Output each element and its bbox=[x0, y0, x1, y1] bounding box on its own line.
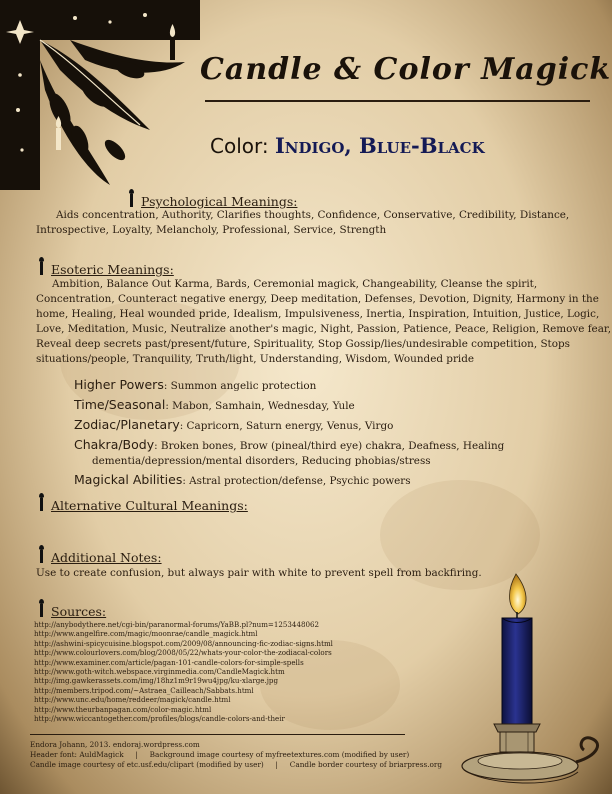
alternative-heading: Alternative Cultural Meanings: bbox=[40, 498, 248, 513]
candle-holder-illustration-icon bbox=[458, 566, 608, 791]
section-candle-icon bbox=[40, 262, 43, 275]
source-link[interactable]: http://www.angelfire.com/magic/moonrae/candle_magick.html bbox=[34, 629, 258, 639]
section-candle-icon bbox=[40, 498, 43, 511]
section-candle-icon bbox=[130, 194, 133, 207]
section-candle-icon bbox=[40, 550, 43, 563]
source-link[interactable]: http://www.unc.edu/home/reddeer/magick/candle.html bbox=[34, 695, 231, 705]
source-link[interactable]: http://ashwini-spicycuisine.blogspot.com/2009/08/announcing-fic-zodiac-signs.html bbox=[34, 638, 333, 648]
source-link[interactable]: http://anybodythere.net/cgi-bin/paranormal-forums/YaBB.pl?num=1253448062 bbox=[34, 620, 320, 629]
psychological-text: Aids concentration, Authority, Clarifies thoughts, Confidence, Conservative, Credibility, Distance, Introspective, Loyalty, Melancholy, Professional, Service, Strength bbox=[36, 209, 570, 236]
notes-text: Use to create confusion, but always pair with white to prevent spell from backfiring. bbox=[36, 567, 482, 579]
source-link[interactable]: http://www.colourlovers.com/blog/2008/05/22/whats-your-color-the-zodiacal-colors bbox=[34, 648, 332, 658]
color-label: Color: bbox=[210, 134, 269, 158]
source-link[interactable]: http://img.gawkerassets.com/img/18hz1m9r19wu4jpg/ku-xlarge.jpg bbox=[34, 676, 279, 686]
source-link[interactable]: http://www.examiner.com/article/pagan-101-candle-colors-for-simple-spells bbox=[34, 657, 304, 667]
source-link[interactable]: http://www.wiccantogether.com/profiles/blogs/candle-colors-and-their bbox=[34, 714, 285, 724]
psychological-heading: Psychological Meanings: bbox=[130, 194, 297, 209]
higher-powers-row: Higher Powers: Summon angelic protection bbox=[74, 377, 317, 392]
color-value: Indigo, Blue-Black bbox=[274, 133, 485, 158]
correspondences-list bbox=[74, 377, 594, 492]
sources-list bbox=[34, 620, 454, 723]
time-seasonal-row: Time/Seasonal: Mabon, Samhain, Wednesday, Yule bbox=[74, 397, 355, 412]
chakra-body-row: Chakra/Body: Broken bones, Brow (pineal/third eye) chakra, Deafness, Healing dementia/depression/mental disorders, Reducing phobias/stress bbox=[74, 437, 505, 467]
page-title: Candle & Color Magick bbox=[200, 52, 612, 87]
esoteric-heading: Esoteric Meanings: bbox=[40, 262, 174, 277]
title-divider bbox=[205, 100, 590, 102]
source-link[interactable]: http://members.tripod.com/~Astraea_Cailleach/Sabbats.html bbox=[34, 685, 254, 695]
sources-heading: Sources: bbox=[40, 604, 106, 619]
color-heading bbox=[210, 133, 485, 158]
footer-divider bbox=[30, 734, 405, 735]
zodiac-planetary-row: Zodiac/Planetary: Capricorn, Saturn energy, Venus, Virgo bbox=[74, 417, 394, 432]
magickal-abilities-row: Magickal Abilities: Astral protection/defense, Psychic powers bbox=[74, 472, 411, 487]
section-candle-icon bbox=[40, 604, 43, 617]
footer-credits: Endora Johann, 2013. endoraj.wordpress.com Header font: AuldMagick | Background image courtesy of myfreetextures.com (modified by user) Candle image courtesy of etc.usf.edu/clipart (modified by user) | Candle border courtesy of briarpress.org bbox=[30, 740, 443, 769]
notes-heading: Additional Notes: bbox=[40, 550, 162, 565]
source-link[interactable]: http://www.goth-witch.webspace.virginmedia.com/CandleMagick.htm bbox=[34, 667, 285, 677]
source-link[interactable]: http://www.theurbanpagan.com/color-magic.html bbox=[34, 704, 212, 714]
esoteric-text: Ambition, Balance Out Karma, Bards, Ceremonial magick, Changeability, Cleanse the spirit, Concentration, Counteract negative energy, Deep meditation, Defenses, Devotion, Dignity, Harmony in the home, Healing, Heal wounded pride, Idealism, Impulsiveness, Inertia, Inspiration, Intuition, Justice, Logic, Love, Meditation, Music, Neutralize another's magic, Night, Passion, Patience, Peace, Religion, Remove fear, Reveal deep secrets past/present/future, Spirituality, Stop Gossip/lies/undesirable competition, Stops situations/people, Tranquility, Truth/light, Understanding, Wisdom, Wounded pride bbox=[36, 278, 612, 365]
candle-border-ornament-icon bbox=[0, 0, 205, 200]
